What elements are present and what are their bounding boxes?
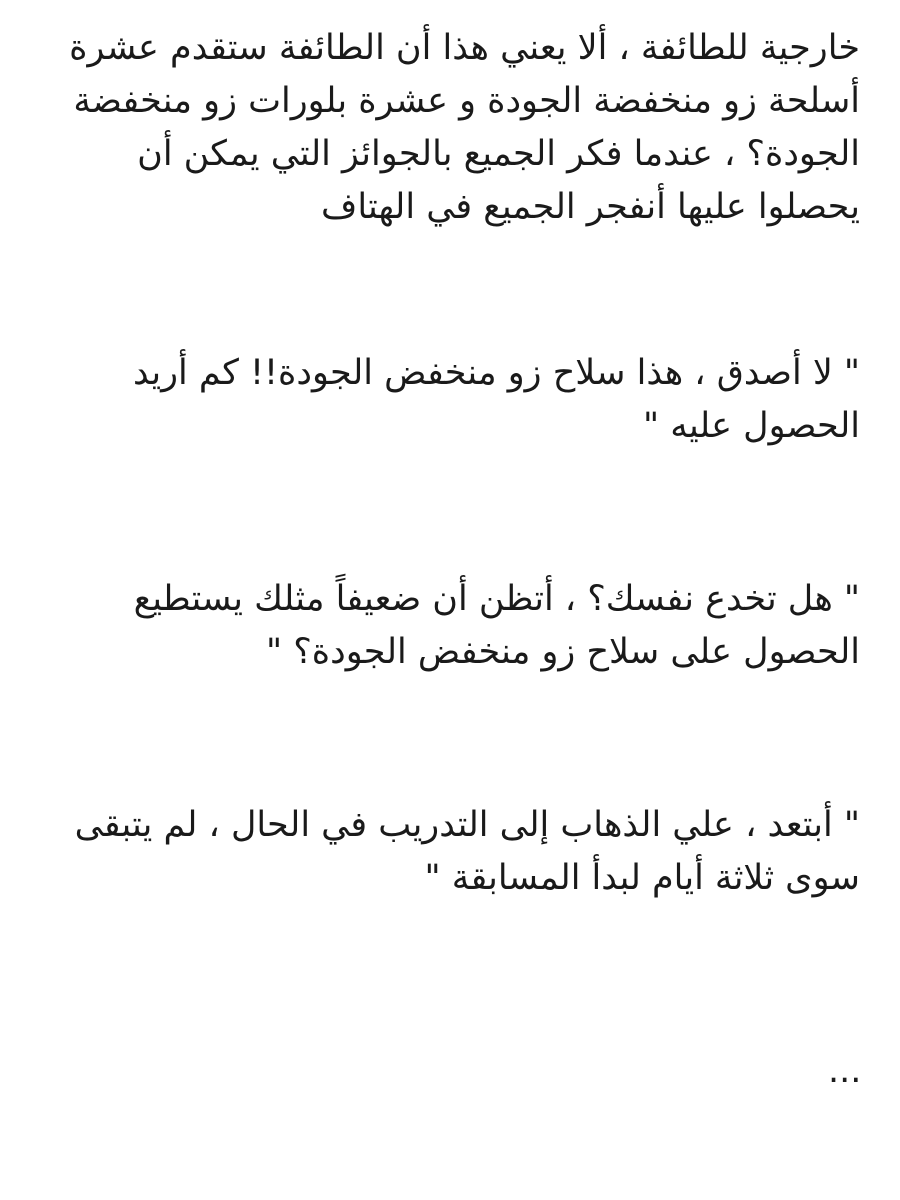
paragraph-1: خارجية للطائفة ، ألا يعني هذا أن الطائفة ستقدم عشرة أسلحة زو منخفضة الجودة و عشرة بلورات زو منخفضة الجودة؟ ، عندما فكر الجميع بالجوائز التي يمكن أن يحصلوا عليها أنفجر الجميع في الهتاف <box>69 28 860 227</box>
paragraph-4: " أبتعد ، علي الذهاب إلى التدريب في الحال ، لم يتبقى سوى ثلاثة أيام لبدأ المسابقة " <box>74 805 860 898</box>
paragraph-3: " هل تخدع نفسك؟ ، أتظن أن ضعيفاً مثلك يستطيع الحصول على سلاح زو منخفض الجودة؟ " <box>133 579 860 672</box>
continuation-ellipsis: ... <box>828 1051 862 1091</box>
paragraph-2: " لا أصدق ، هذا سلاح زو منخفض الجودة!! كم أريد الحصول عليه " <box>133 353 860 446</box>
